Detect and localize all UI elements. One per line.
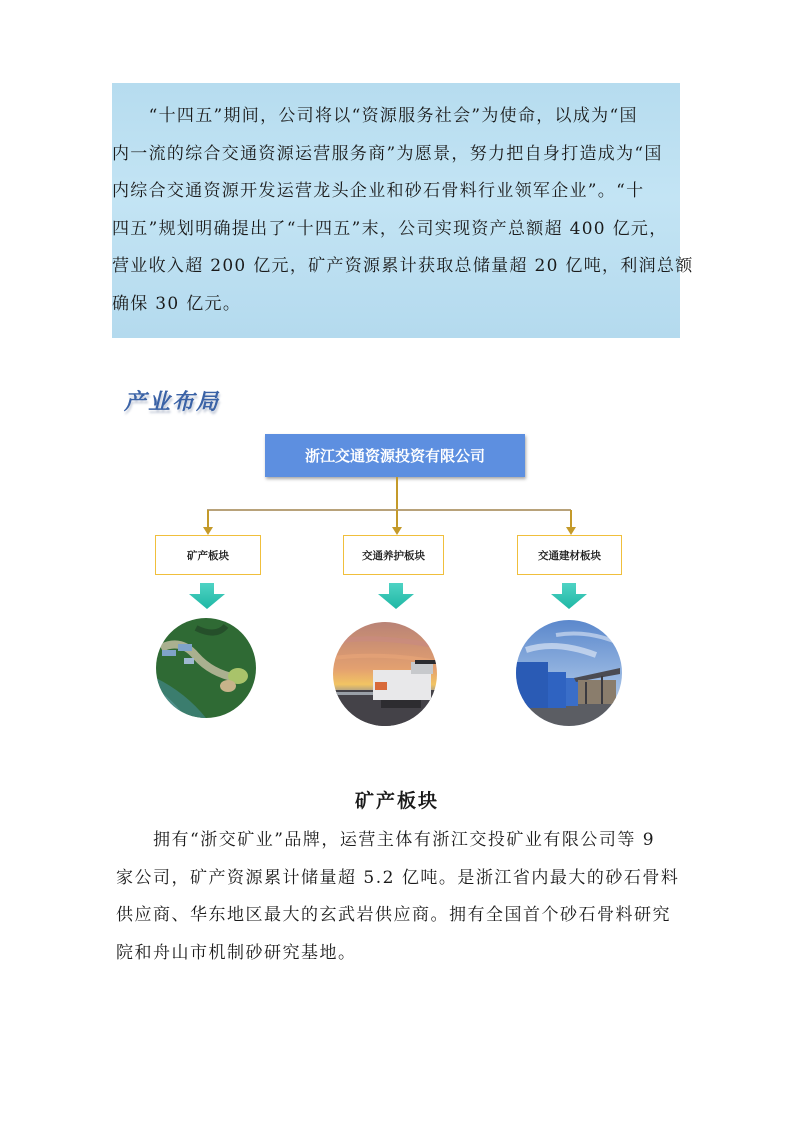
down-arrow-icon (378, 583, 414, 609)
arrowhead-icon (566, 527, 576, 535)
intro-line: 内一流的综合交通资源运营服务商”为愿景，努力把自身打造成为“国 (112, 143, 663, 164)
mining-line: 供应商、华东地区最大的玄武岩供应商。拥有全国首个砂石骨料研究 (116, 905, 671, 925)
org-root-node: 浙江交通资源投资有限公司 (265, 434, 525, 477)
road-milling-machine-sunset-photo (333, 622, 437, 726)
blue-storage-tanks-plant-photo (516, 620, 622, 726)
down-arrow-icon (551, 583, 587, 609)
section-heading-industry-layout: 产业布局 (124, 389, 221, 415)
intro-line: 确保 30 亿元。 (112, 293, 242, 314)
intro-line: “十四五”期间，公司将以“资源服务社会”为使命，以成为“国 (112, 106, 638, 126)
intro-line: 营业收入超 200 亿元，矿产资源累计获取总储量超 20 亿吨，利润总额 (112, 256, 694, 276)
intro-line: 内综合交通资源开发运营龙头企业和砂石骨料行业领军企业”。“十 (112, 181, 645, 201)
intro-paragraph (112, 98, 694, 323)
intro-highlight-box (112, 83, 694, 338)
org-node-road-maintenance: 交通养护板块 (343, 535, 444, 575)
mining-line: 家公司，矿产资源累计储量超 5.2 亿吨。是浙江省内最大的砂石骨料 (116, 867, 680, 888)
mining-section-paragraph (116, 822, 678, 972)
intro-line: 四五”规划明确提出了“十四五”末，公司实现资产总额超 400 亿元， (112, 218, 668, 239)
arrowhead-icon (392, 527, 402, 535)
aerial-mine-photo (156, 618, 256, 718)
arrowhead-icon (203, 527, 213, 535)
mining-section-title: 矿产板块 (354, 790, 439, 812)
connector-horizontal (207, 509, 571, 511)
org-node-building-materials: 交通建材板块 (517, 535, 622, 575)
mining-line: 拥有“浙交矿业”品牌，运营主体有浙江交投矿业有限公司等 9 (116, 830, 656, 850)
mining-line: 院和舟山市机制砂研究基地。 (116, 942, 357, 963)
down-arrow-icon (189, 583, 225, 609)
org-node-mining: 矿产板块 (155, 535, 261, 575)
connector-root-stem (396, 477, 398, 510)
